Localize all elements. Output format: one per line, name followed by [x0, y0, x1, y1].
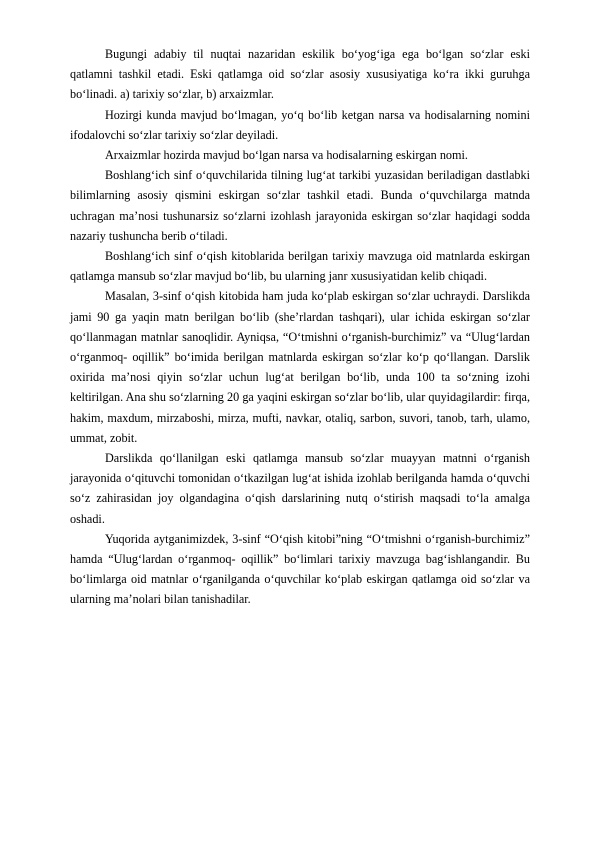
paragraph-3: Arxaizmlar hozirda mavjud boʻlgan narsa va hodisalarning eskirgan nomi. — [105, 148, 468, 163]
paragraph-5: Boshlangʻich sinf oʻqish kitoblarida berilgan tarixiy mavzuga oid matnlarda eskirgan qatlamga mansub soʻzlar mavjud boʻlib, bu ularning janr xususiyatidan kelib chiqadi. — [70, 249, 530, 284]
paragraph-4: Boshlangʻich sinf oʻquvchilarida tilning lugʻat tarkibi yuzasidan beriladigan dastlabki bilimlarning asosiy qismini eskirgan soʻzlar tashkil etadi. Bunda oʻquvchilarga matnda uchragan ma’nosi tushunarsiz soʻzlarni izohlash jarayonida eskirgan soʻzlar haqidagi sodda nazariy tushuncha berib oʻtiladi. — [70, 168, 530, 243]
paragraph-7: Darslikda qoʻllanilgan eski qatlamga mansub soʻzlar muayyan matnni oʻrganish jarayonida oʻqituvchi tomonidan oʻtkazilgan lugʻat ishida izohlab berilganda hamda oʻquvchi soʻz zahirasidan joy olgandagina oʻqish darslarining nutq oʻstirish maqsadi toʻla amalga oshadi. — [70, 451, 530, 526]
paragraph-6: Masalan, 3-sinf oʻqish kitobida ham juda koʻplab eskirgan soʻzlar uchraydi. Darslikda jami 90 ga yaqin matn berilgan boʻlib (she’rlardan tashqari), ular ichida eskirgan soʻzlar qoʻllanmagan matnlar sanoqlidir. Ayniqsa, “Oʻtmishni oʻrganish-burchimiz” va “Ulugʻlardan oʻrganmoq- oqillik” boʻimida berilgan matnlarda eskirgan soʻzlar koʻp qoʻllangan. Darslik oxirida ma’nosi qiyin soʻzlar uchun lugʻat berilgan boʻlib, unda 100 ta soʻzning izohi keltirilgan. Ana shu soʻzlarning 20 ga yaqini eskirgan soʻzlar boʻlib, ular quyidagilardir: firqa, hakim, maxdum, mirzaboshi, mirza, mufti, navkar, otaliq, sarbon, suvori, tanob, tarh, ulamo, ummat, zobit. — [70, 289, 530, 445]
paragraph-8: Yuqorida aytganimizdek, 3-sinf “Oʻqish kitobi”ning “Oʻtmishni oʻrganish-burchimiz” hamda “Ulugʻlardan oʻrganmoq- oqillik” boʻlimlari tarixiy mavzuga bagʻishlangandir. Bu boʻlimlarga oid matnlar oʻrganilganda oʻquvchilar koʻplab eskirgan qatlamga oid soʻzlar va ularning ma’nolari bilan tanishadilar. — [70, 531, 530, 607]
paragraph-2: Hozirgi kunda mavjud boʻlmagan, yoʻq boʻlib ketgan narsa va hodisalarning nomini ifodalovchi soʻzlar tarixiy soʻzlar deyiladi. — [70, 107, 530, 142]
document-page — [70, 44, 530, 610]
paragraph-1: Bugungi adabiy til nuqtai nazaridan eskilik boʻyogʻiga ega boʻlgan soʻzlar eski qatlamni tashkil etadi. Eski qatlamga oid soʻzlar asosiy xususiyatiga koʻra ikki guruhga boʻlinadi. a) tarixiy soʻzlar, b) arxaizmlar. — [70, 47, 530, 102]
